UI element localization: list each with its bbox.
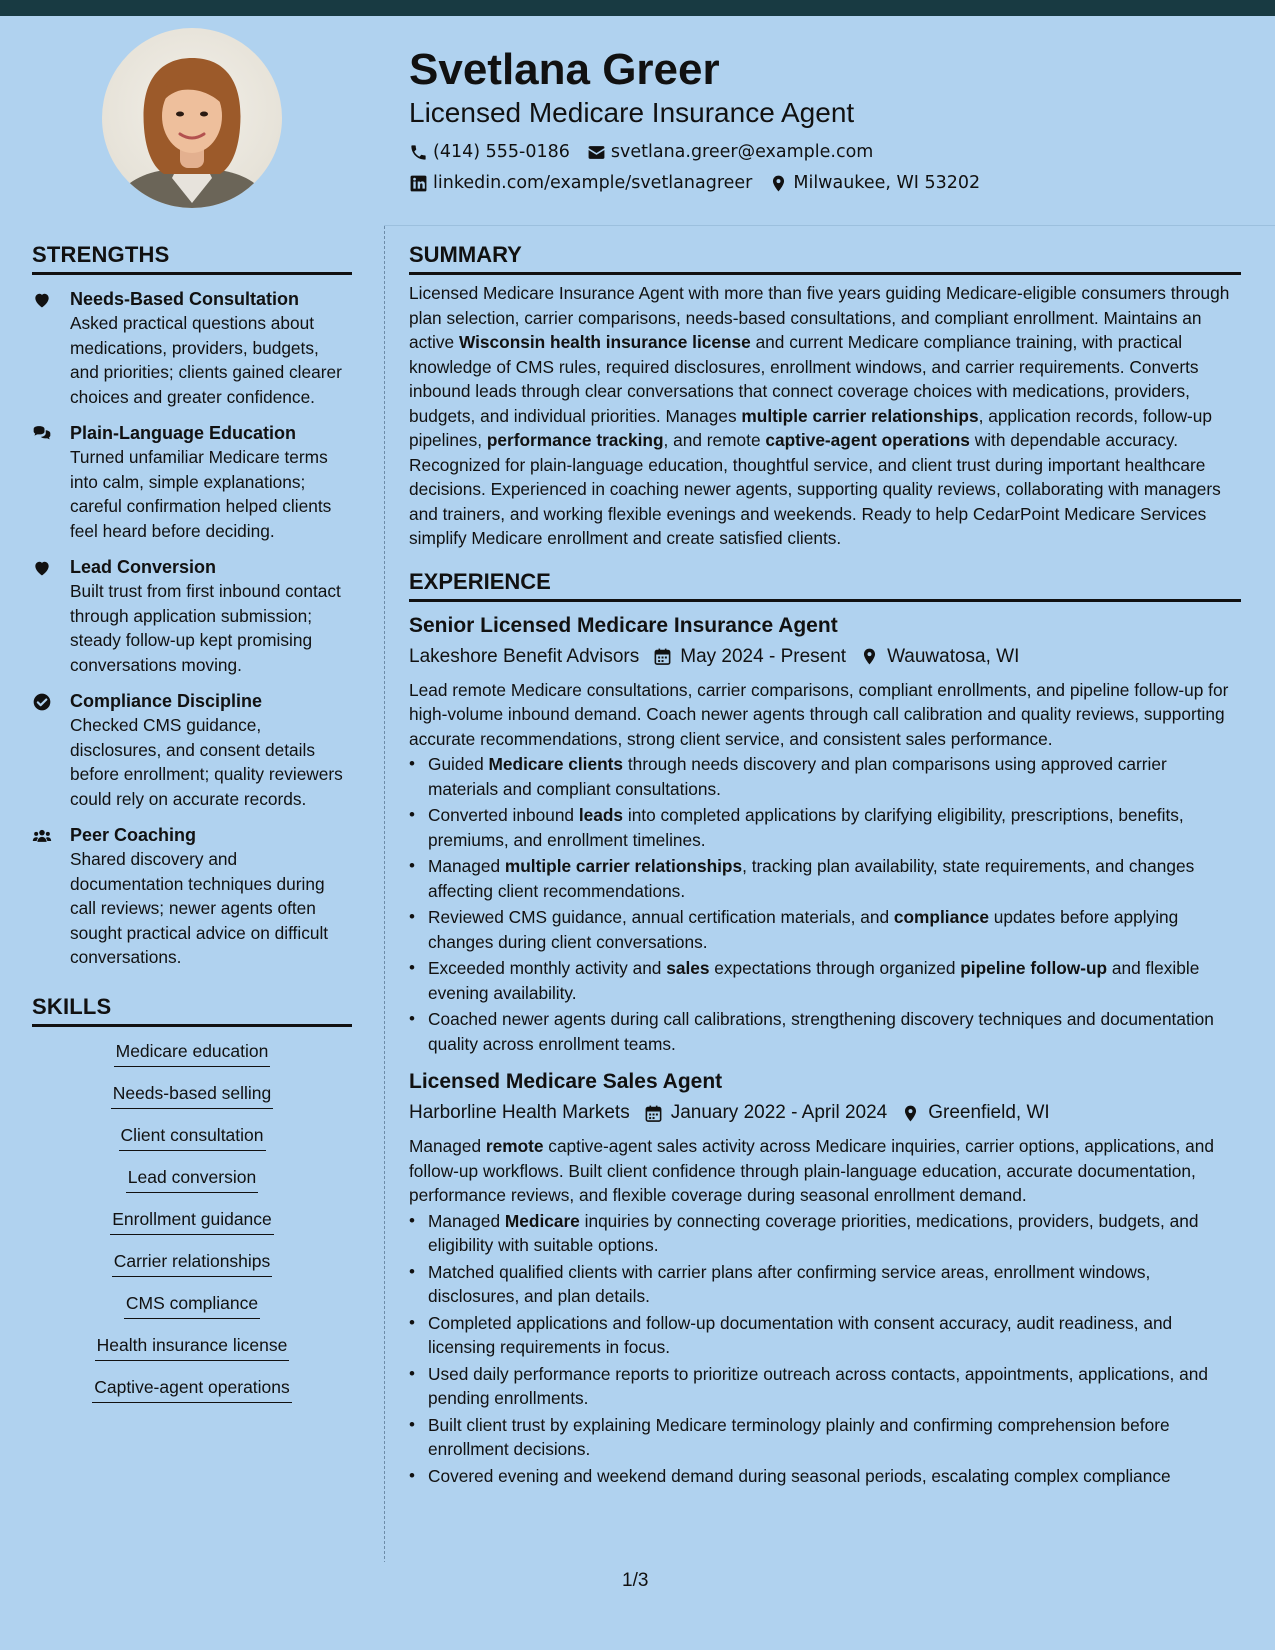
heart-icon [32, 558, 52, 578]
avatar-illustration [102, 28, 282, 208]
calendar-icon [644, 1104, 663, 1123]
strength-desc: Built trust from first inbound contact through application submission; steady follow-up kept promising conversations moving. [70, 581, 341, 675]
email-text: svetlana.greer@example.com [610, 142, 874, 162]
list-item: • Managed Medicare inquiries by connecting coverage priorities, medications, providers, budgets, and eligibility with suitable options. [409, 1209, 1241, 1258]
list-item: • Covered evening and weekend demand during seasonal periods, escalating complex compliance [409, 1464, 1241, 1489]
contact-row-2 [409, 173, 1249, 193]
skills-list [32, 1039, 352, 1417]
page-number: 1/3 [622, 1570, 649, 1591]
experience-heading: EXPERIENCE [409, 567, 1241, 602]
main-content [409, 240, 1241, 1488]
list-item: • Reviewed CMS guidance, annual certification materials, and compliance updates before applying changes during client conversations. [409, 905, 1241, 954]
skill-tag: Enrollment guidance [110, 1207, 274, 1235]
location-text: Milwaukee, WI 53202 [793, 173, 981, 193]
summary-heading: SUMMARY [409, 240, 1241, 275]
candidate-name: Svetlana Greer [409, 45, 720, 94]
skill-tag: Medicare education [114, 1039, 271, 1067]
strengths-heading: STRENGTHS [32, 240, 352, 275]
skill-tag: Captive-agent operations [92, 1375, 292, 1403]
linkedin-text: linkedin.com/example/svetlanagreer [433, 173, 753, 193]
job-company: Harborline Health Markets [409, 1102, 630, 1123]
phone-icon [409, 143, 428, 162]
map-pin-icon [860, 647, 879, 666]
profile-photo [102, 28, 282, 208]
heart-icon [32, 290, 52, 310]
strength-title: Needs-Based Consultation [70, 289, 300, 309]
users-icon [32, 826, 52, 846]
skill-tag: Needs-based selling [111, 1081, 274, 1109]
phone-text: (414) 555-0186 [433, 142, 570, 162]
strength-desc: Checked CMS guidance, disclosures, and consent details before enrollment; quality reviewers could rely on accurate records. [70, 715, 343, 809]
candidate-title: Licensed Medicare Insurance Agent [409, 97, 855, 128]
linkedin-contact[interactable] [409, 173, 752, 193]
list-item: • Guided Medicare clients through needs discovery and plan comparisons using approved carrier materials and compliant consultations. [409, 752, 1241, 801]
email-contact[interactable] [587, 142, 873, 162]
strength-item [32, 689, 352, 811]
location-contact [769, 173, 980, 193]
list-item: • Managed multiple carrier relationships, tracking plan availability, state requirements, and changes affecting client recommendations. [409, 854, 1241, 903]
job-role: Senior Licensed Medicare Insurance Agent [409, 613, 838, 637]
chat-bubbles-icon [32, 424, 52, 444]
calendar-icon [653, 647, 672, 666]
skill-tag: Health insurance license [95, 1333, 290, 1361]
job-dates: January 2022 - April 2024 [670, 1102, 888, 1123]
list-item: • Built client trust by explaining Medicare terminology plainly and confirming comprehension before enrollment decisions. [409, 1413, 1241, 1462]
column-divider [384, 226, 385, 1594]
map-pin-icon [901, 1104, 920, 1123]
job-bullets [409, 752, 1241, 1056]
list-item: • Converted inbound leads into completed applications by clarifying eligibility, prescriptions, benefits, premiums, and enrollment timelines. [409, 803, 1241, 852]
envelope-icon [587, 143, 606, 162]
summary-text: Licensed Medicare Insurance Agent with more than five years guiding Medicare-eligible consumers through plan selection, carrier comparisons, needs-based consultations, and compliant enrollment. Maintains an active Wisconsin health insurance license and current Medicare compliance training, with practical knowledge of CMS rules, required disclosures, enrollment windows, and carrier requirements. Converts inbound leads through clear conversations that connect coverage choices with medications, providers, budgets, and individual priorities. Manages multiple carrier relationships, application records, follow-up pipelines, performance tracking, and remote captive-agent operations with dependable accuracy. Recognized for plain-language education, thoughtful service, and client trust during important healthcare decisions. Experienced in coaching newer agents, supporting quality reviews, collaborating with managers and trainers, and working flexible evenings and weekends. Ready to help CedarPoint Medicare Services simplify Medicare enrollment and create satisfied clients. [409, 283, 1230, 548]
job-dates: May 2024 - Present [680, 645, 847, 667]
job-description: Lead remote Medicare consultations, carrier comparisons, compliant enrollments, and pipeline follow-up for high-volume inbound demand. Coach newer agents through call calibration and quality reviews, supporting accurate recommendations, strong client service, and consistent sales performance. [409, 679, 1229, 749]
strength-title: Plain-Language Education [70, 423, 297, 443]
skill-tag: CMS compliance [124, 1291, 260, 1319]
job-role: Licensed Medicare Sales Agent [409, 1070, 723, 1093]
job-bullets [409, 1209, 1241, 1489]
resume-header [409, 42, 1249, 193]
strength-title: Peer Coaching [70, 825, 197, 845]
strength-title: Compliance Discipline [70, 691, 263, 711]
skill-tag: Client consultation [119, 1123, 266, 1151]
strength-item [32, 421, 352, 543]
job-location: Greenfield, WI [928, 1102, 1050, 1123]
list-item: • Used daily performance reports to prioritize outreach across contacts, appointments, applications, and pending enrollments. [409, 1362, 1241, 1411]
linkedin-icon [409, 174, 428, 193]
strength-desc: Shared discovery and documentation techniques during call reviews; newer agents often sought practical advice on difficult conversations. [70, 849, 329, 967]
check-circle-icon [32, 692, 52, 712]
map-pin-icon [769, 174, 788, 193]
list-item: • Matched qualified clients with carrier plans after confirming service areas, enrollment windows, disclosures, and plan details. [409, 1260, 1241, 1309]
list-item: • Coached newer agents during call calibrations, strengthening discovery techniques and documentation quality across enrollment teams. [409, 1007, 1241, 1056]
strength-desc: Asked practical questions about medications, providers, budgets, and priorities; clients gained clearer choices and greater confidence. [70, 313, 342, 407]
strength-item [32, 287, 352, 409]
job-description: Managed remote captive-agent sales activity across Medicare inquiries, carrier options, applications, and follow-up workflows. Built client confidence through plain-language education, accurate documentation, performance reviews, and flexible coverage during seasonal enrollment demand. [409, 1136, 1214, 1205]
skills-heading: SKILLS [32, 992, 352, 1027]
strength-title: Lead Conversion [70, 557, 217, 577]
header-divider [384, 225, 1275, 226]
list-item: • Exceeded monthly activity and sales expectations through organized pipeline follow-up and flexible evening availability. [409, 956, 1241, 1005]
contact-row-1 [409, 142, 1249, 162]
list-item: • Completed applications and follow-up documentation with consent accuracy, audit readiness, and licensing requirements in focus. [409, 1311, 1241, 1360]
skill-tag: Lead conversion [126, 1165, 258, 1193]
job-meta [409, 1100, 1241, 1126]
sidebar [32, 240, 352, 1417]
job-meta [409, 644, 1241, 670]
strength-desc: Turned unfamiliar Medicare terms into calm, simple explanations; careful confirmation helped clients feel heard before deciding. [70, 447, 332, 541]
job-location: Wauwatosa, WI [887, 645, 1020, 667]
top-bar [0, 0, 1275, 16]
strength-item [32, 555, 352, 677]
strength-item [32, 823, 352, 970]
job-company: Lakeshore Benefit Advisors [409, 645, 640, 667]
phone-contact[interactable] [409, 142, 570, 162]
skill-tag: Carrier relationships [112, 1249, 273, 1277]
